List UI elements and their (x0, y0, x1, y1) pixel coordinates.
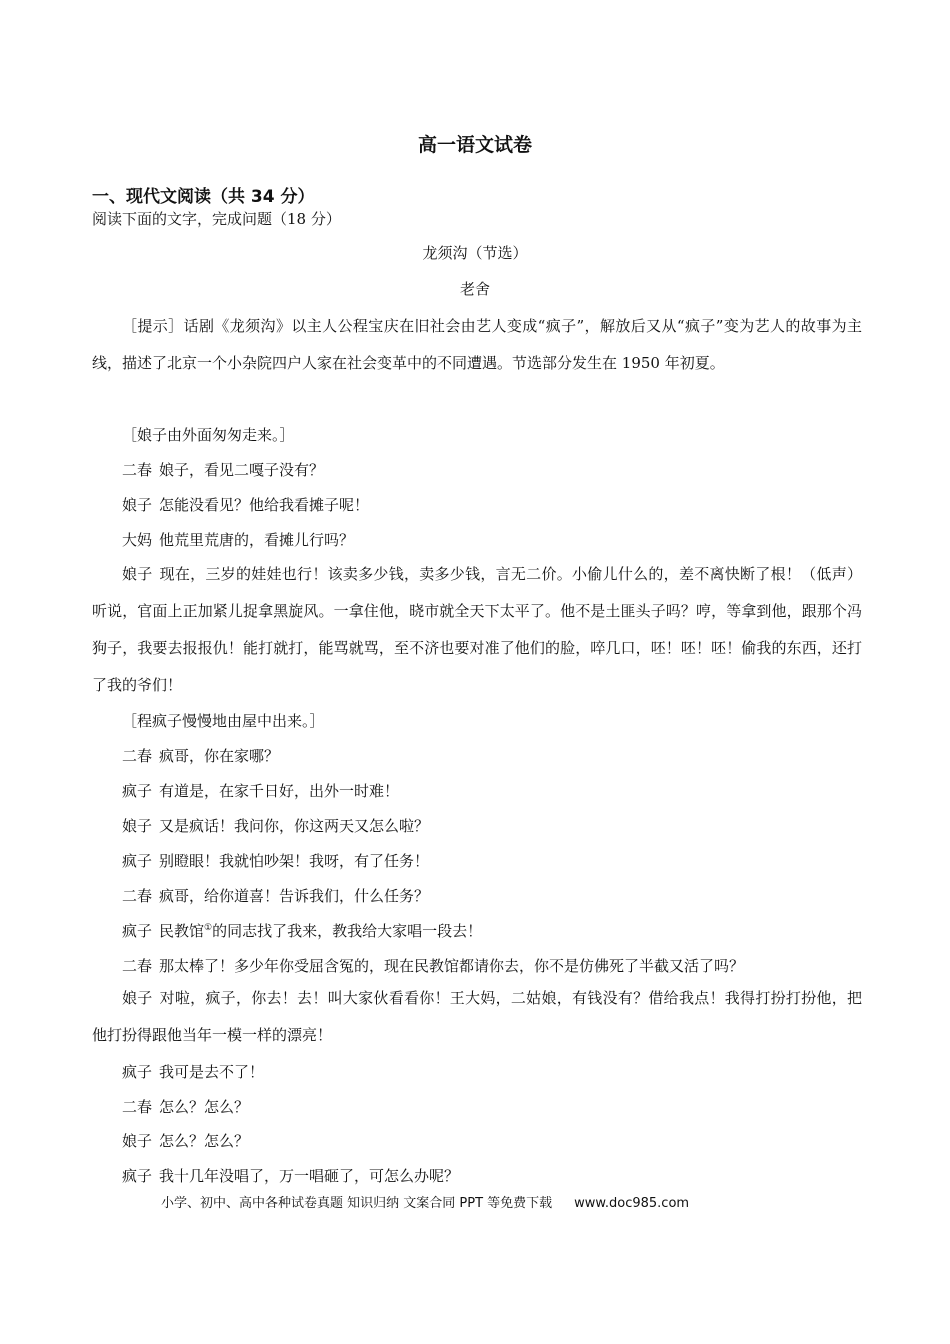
speech: 的同志找了我来，教我给大家唱一段去！ (212, 922, 483, 940)
dialogue-line (122, 1165, 459, 1186)
page-footer (161, 1192, 689, 1211)
footer-url[interactable]: www.doc985.com (574, 1196, 690, 1211)
dialogue-line (92, 556, 862, 704)
dialogue-line (122, 459, 324, 480)
speech: 怎么？怎么？ (159, 1132, 250, 1150)
speech: 别瞪眼！我就怕吵架！我呀，有了任务！ (159, 852, 430, 870)
speaker: 二春 (122, 747, 153, 765)
stage-direction: ［程疯子慢慢地由屋中出来。］ (122, 712, 325, 730)
dialogue-line (122, 815, 429, 836)
speech: 对啦，疯子，你去！去！叫大家伙看看你！王大妈，二姑娘，有钱没有？借给我点！我得打扮打扮他，把他打扮得跟他当年一模一样的漂亮！ (92, 989, 862, 1044)
dialogue-line (122, 1096, 249, 1117)
speech: 娘子，看见二嘎子没有？ (159, 461, 325, 479)
speaker: 疯子 (122, 1167, 153, 1185)
dialogue-line (122, 955, 744, 976)
dialogue-line (122, 494, 369, 515)
speaker: 娘子 (122, 989, 153, 1007)
dialogue-line (122, 529, 354, 550)
speaker: 二春 (122, 461, 153, 479)
speaker: 娘子 (122, 1132, 153, 1150)
speech: 民教馆 (159, 922, 205, 940)
speaker: 二春 (122, 887, 153, 905)
speech: 疯哥，你在家哪？ (159, 747, 280, 765)
reading-instruction: 阅读下面的文字，完成问题（18 分） (92, 210, 341, 228)
speaker: 疯子 (122, 852, 153, 870)
footnote-marker: ① (204, 923, 213, 933)
dialogue-line (122, 1130, 249, 1151)
stage-direction: ［娘子由外面匆匆走来。］ (122, 426, 295, 444)
footer-text: 小学、初中、高中各种试卷真题 知识归纳 文案合同 PPT 等免费下载 (161, 1196, 553, 1211)
speaker: 娘子 (122, 565, 153, 583)
speaker: 疯子 (122, 922, 153, 940)
speech: 我十几年没唱了，万一唱砸了，可怎么办呢？ (159, 1167, 460, 1185)
dialogue-line (92, 980, 862, 1054)
speaker: 娘子 (122, 496, 153, 514)
speech: 疯哥，给你道喜！告诉我们，什么任务？ (159, 887, 430, 905)
dialogue-line (122, 745, 279, 766)
exam-title: 高一语文试卷 (417, 134, 532, 156)
speech: 现在，三岁的娃娃也行！该卖多少钱，卖多少钱，言无二价。小偷儿什么的，差不离快断了根！（低声）听说，官面上正加紧儿捉拿黑旋风。一拿住他，晓市就全天下太平了。他不是土匪头子吗？哼，等拿到他，跟那个冯狗子，我要去报报仇！能打就打，能骂就骂，至不济也要对准了他们的脸，啐几口，呸！呸！呸！偷我的东西，还打了我的爷们！ (92, 565, 862, 694)
speaker: 疯子 (122, 1063, 153, 1081)
dialogue-line (122, 780, 399, 801)
dialogue-line (122, 885, 429, 906)
passage-author: 老舍 (459, 280, 490, 298)
speaker: 娘子 (122, 817, 153, 835)
speech: 他荒里荒唐的，看摊儿行吗？ (159, 531, 355, 549)
speech: 又是疯话！我问你，你这两天又怎么啦？ (159, 817, 430, 835)
section-heading: 一、现代文阅读（共 34 分） (92, 187, 315, 207)
speech: 怎能没看见？他给我看摊子呢！ (159, 496, 370, 514)
speaker: 大妈 (122, 531, 153, 549)
dialogue-line (122, 850, 429, 871)
speaker: 疯子 (122, 782, 153, 800)
speech: 有道是，在家千日好，出外一时难！ (159, 782, 400, 800)
dialogue-line (122, 920, 482, 941)
passage-title: 龙须沟（节选） (422, 244, 528, 262)
speech: 怎么？怎么？ (159, 1098, 250, 1116)
speaker: 二春 (122, 1098, 153, 1116)
speaker: 二春 (122, 957, 153, 975)
dialogue-line (122, 1061, 264, 1082)
intro-paragraph: ［提示］话剧《龙须沟》以主人公程宝庆在旧社会由艺人变成“疯子”，解放后又从“疯子”变为艺人的故事为主线，描述了北京一个小杂院四户人家在社会变革中的不同遭遇。节选部分发生在 1950 年初夏。 (92, 317, 862, 372)
speech: 那太棒了！多少年你受屈含冤的，现在民教馆都请你去，你不是仿佛死了半截又活了吗？ (159, 957, 745, 975)
speech: 我可是去不了！ (159, 1063, 265, 1081)
